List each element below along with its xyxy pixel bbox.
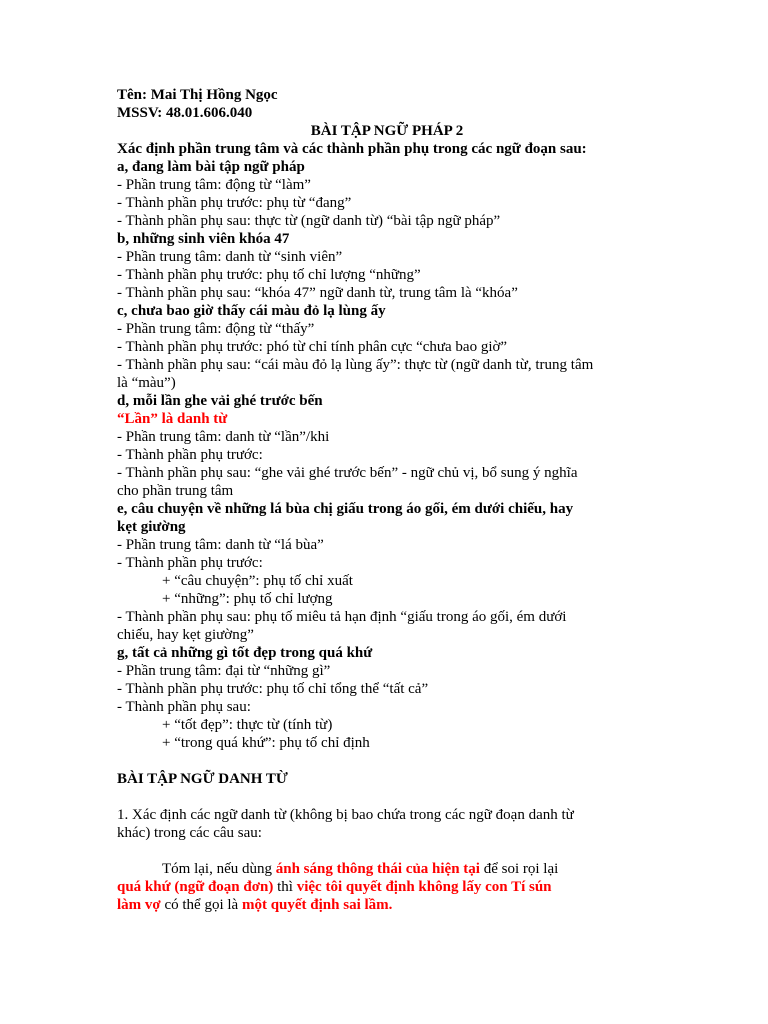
section-c-line: - Thành phần phụ sau: “cái màu đỏ lạ lùng ấy”: thực từ (ngữ danh từ, trung tâm (117, 357, 594, 373)
section-c-line: - Thành phần phụ trước: phó từ chỉ tính phân cực “chưa bao giờ” (117, 339, 508, 355)
section-b-heading: b, những sinh viên khóa 47 (117, 231, 290, 247)
section-d-line: cho phần trung tâm (117, 483, 234, 499)
example-text: Tóm lại, nếu dùng (162, 861, 276, 877)
section-e-line: - Phần trung tâm: danh từ “lá bùa” (117, 537, 324, 553)
section-e-subline: + “những”: phụ tố chỉ lượng (162, 591, 333, 607)
section-e-heading: kẹt giường (117, 519, 186, 535)
section-e-heading: e, câu chuyện về những lá bùa chị giấu trong áo gối, ém dưới chiếu, hay (117, 501, 574, 517)
document-page (117, 86, 657, 914)
section-d-line: - Phần trung tâm: danh từ “lần”/khi (117, 429, 330, 445)
section-g-subline: + “tốt đẹp”: thực từ (tính từ) (162, 717, 333, 733)
spacer (117, 842, 657, 860)
student-name: Tên: Mai Thị Hồng Ngọc (117, 87, 278, 103)
section-e-line: - Thành phần phụ sau: phụ tố miêu tả hạn định “giấu trong áo gối, ém dưới (117, 609, 567, 625)
section-g-line: - Phần trung tâm: đại từ “những gì” (117, 663, 331, 679)
noun-phrase-highlight: quá khứ (ngữ đoạn đơn) (117, 879, 274, 895)
noun-phrase-highlight: việc tôi quyết định không lấy con Tí sún (296, 879, 552, 895)
section-d-line: - Thành phần phụ sau: “ghe vải ghé trước bến” - ngữ chủ vị, bổ sung ý nghĩa (117, 465, 578, 481)
section-a-line: - Thành phần phụ sau: thực từ (ngữ danh từ) “bài tập ngữ pháp” (117, 213, 501, 229)
section-g-line: - Thành phần phụ sau: (117, 699, 251, 715)
section-d-heading: d, mỗi lần ghe vải ghé trước bến (117, 393, 323, 409)
section-c-line: là “màu”) (117, 375, 176, 391)
example-sentence (117, 878, 657, 896)
part2-title: BÀI TẬP NGỮ DANH TỪ (117, 771, 288, 787)
exercise-title: BÀI TẬP NGỮ PHÁP 2 (310, 123, 464, 139)
section-b-line: - Thành phần phụ sau: “khóa 47” ngữ danh từ, trung tâm là “khóa” (117, 285, 518, 301)
example-text: để soi rọi lại (479, 861, 559, 877)
noun-phrase-highlight: ánh sáng thông thái của hiện tại (275, 861, 480, 877)
section-a-line: - Phần trung tâm: động từ “làm” (117, 177, 311, 193)
example-text: có thể gọi là (160, 897, 242, 913)
section-e-subline: + “câu chuyện”: phụ tố chỉ xuất (162, 573, 353, 589)
section-e-line: - Thành phần phụ trước: (117, 555, 263, 571)
task-description: Xác định phần trung tâm và các thành phần phụ trong các ngữ đoạn sau: (117, 141, 587, 157)
example-sentence (117, 896, 657, 914)
example-text: thì (273, 879, 297, 895)
question-1: khác) trong các câu sau: (117, 825, 262, 841)
spacer (117, 752, 657, 770)
section-g-heading: g, tất cả những gì tốt đẹp trong quá khứ (117, 645, 373, 661)
student-id: MSSV: 48.01.606.040 (117, 105, 253, 121)
question-1: 1. Xác định các ngữ danh từ (không bị bao chứa trong các ngữ đoạn danh từ (117, 807, 574, 823)
section-a-heading: a, đang làm bài tập ngữ pháp (117, 159, 305, 175)
example-sentence (117, 860, 657, 878)
section-c-line: - Phần trung tâm: động từ “thấy” (117, 321, 315, 337)
section-d-note: “Lần” là danh từ (117, 411, 228, 427)
section-d-line: - Thành phần phụ trước: (117, 447, 263, 463)
section-g-line: - Thành phần phụ trước: phụ tố chỉ tổng thể “tất cả” (117, 681, 429, 697)
section-b-line: - Phần trung tâm: danh từ “sinh viên” (117, 249, 343, 265)
section-a-line: - Thành phần phụ trước: phụ từ “đang” (117, 195, 352, 211)
section-e-line: chiếu, hay kẹt giường” (117, 627, 254, 643)
spacer (117, 788, 657, 806)
noun-phrase-highlight: một quyết định sai lầm. (241, 897, 393, 913)
noun-phrase-highlight: làm vợ (117, 897, 161, 913)
section-b-line: - Thành phần phụ trước: phụ tố chỉ lượng “những” (117, 267, 421, 283)
section-c-heading: c, chưa bao giờ thấy cái màu đỏ lạ lùng ấy (117, 303, 386, 319)
section-g-subline: + “trong quá khứ”: phụ tố chỉ định (162, 735, 370, 751)
